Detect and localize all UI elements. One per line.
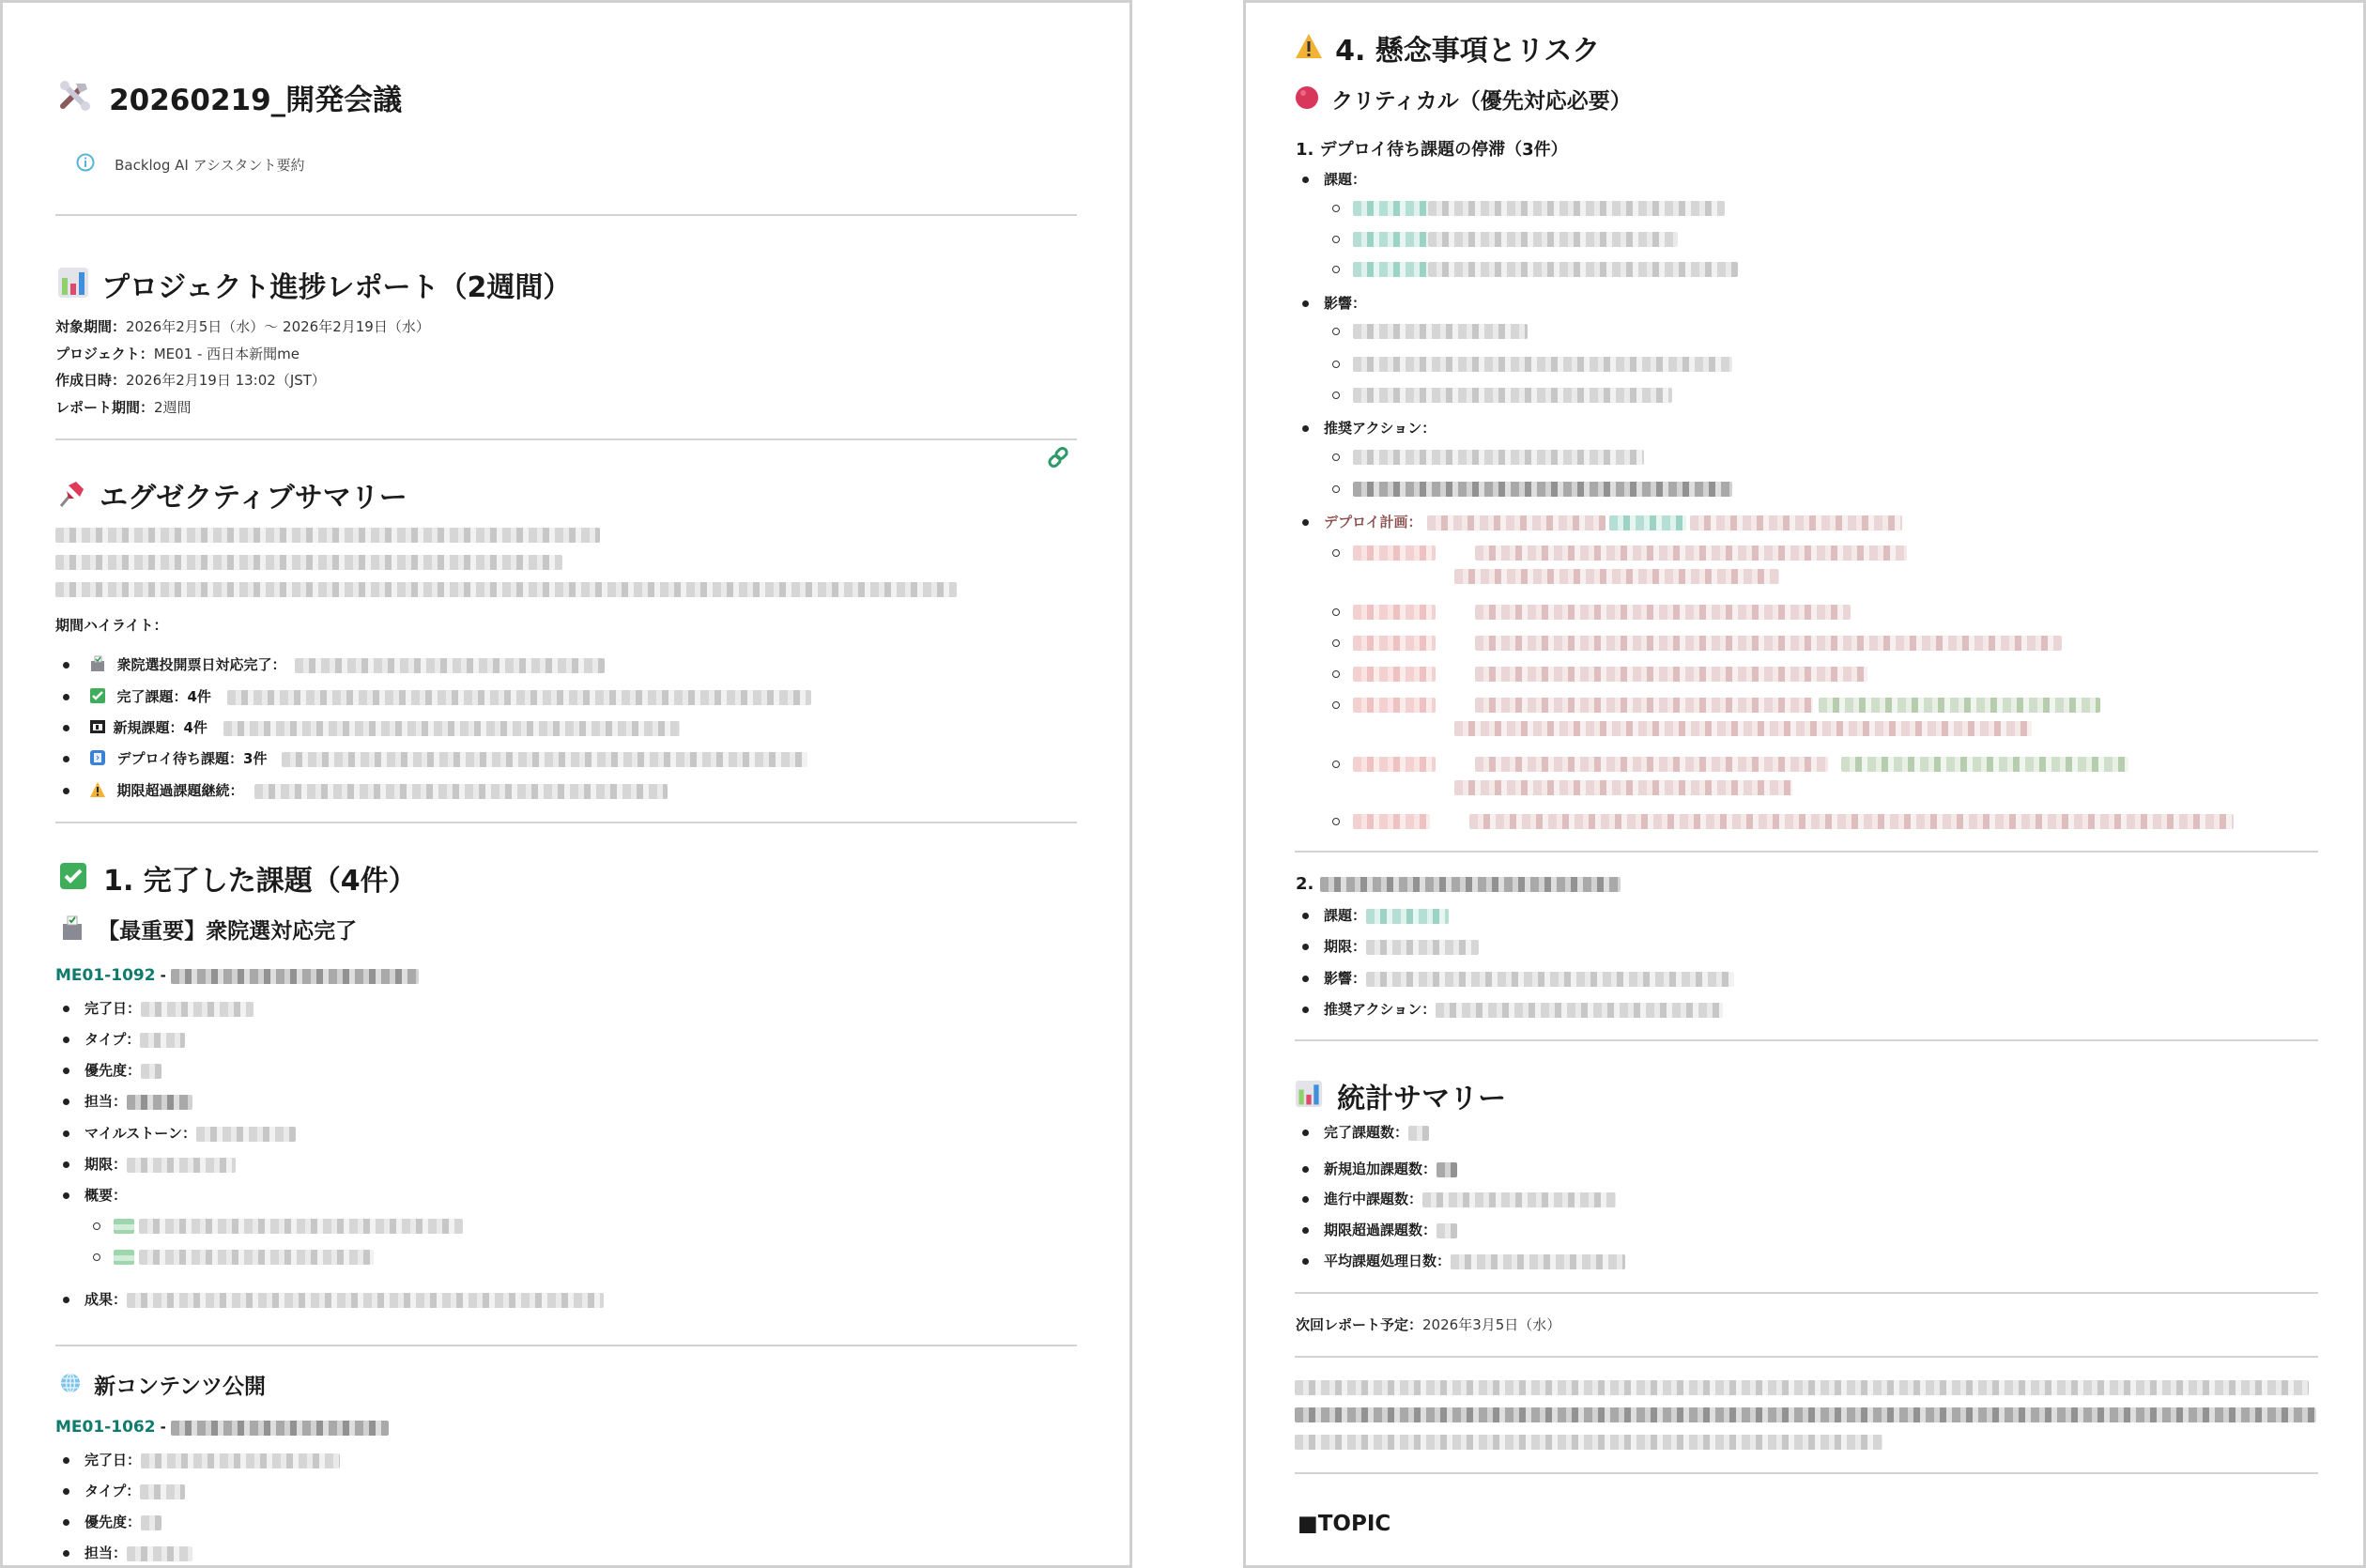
info-icon: [76, 153, 95, 176]
stat-item: 平均課題処理日数：: [1302, 1251, 1625, 1270]
executive-summary-heading: エグゼクティブサマリー: [57, 474, 407, 515]
field-item: 完了日：: [63, 998, 254, 1018]
sub-item: [1332, 260, 1738, 277]
left-document-panel: [0, 0, 1132, 1568]
field-item: 推奨アクション：: [1302, 418, 1436, 438]
field-item: 期限：: [1302, 936, 1479, 956]
issue-row-ME01-1092: ME01-1092 -: [55, 966, 419, 985]
sub-item: [1332, 322, 1528, 339]
deploy-sub-item-cont: [1454, 777, 1792, 795]
topic-heading: ■TOPIC: [1298, 1512, 1391, 1536]
field-item: 課題：: [1302, 905, 1449, 925]
stat-item: 進行中課題数：: [1302, 1189, 1616, 1208]
divider: [1295, 1292, 2318, 1294]
deploy-icon: [89, 749, 106, 770]
highlight-item: 衆院選投開票日対応完了：: [63, 654, 605, 676]
globe-icon: [59, 1372, 82, 1398]
deploy-sub-item: [1332, 633, 2062, 651]
field-item: 概要：: [63, 1185, 127, 1205]
field-item: 課題：: [1302, 169, 1366, 189]
pushpin-icon: [57, 478, 87, 512]
field-item: 完了日：: [63, 1450, 340, 1469]
deploy-sub-item-cont: [1454, 566, 1779, 584]
completed-heading: 1. 完了した課題（4件）: [59, 857, 417, 899]
report-heading: プロジェクト進捗レポート（2週間）: [57, 264, 571, 305]
sub-item: [1332, 480, 1732, 497]
deploy-sub-item: [1332, 811, 2234, 829]
meta-created: 作成日時：2026年2月19日 13:02（JST）: [55, 372, 326, 389]
sub-item: [93, 1248, 374, 1265]
sub-item: [93, 1217, 463, 1234]
closing-paragraph: [1295, 1377, 2316, 1450]
group-heading-new-content: 新コンテンツ公開: [59, 1369, 266, 1400]
deploy-sub-item: [1332, 754, 2128, 772]
divider: [55, 214, 1077, 216]
field-item: 担当：: [63, 1543, 192, 1562]
critical-heading: クリティカル（優先対応必要）: [1295, 84, 1632, 115]
field-item: タイプ：: [63, 1481, 185, 1500]
field-item-result: 成果：: [63, 1289, 604, 1309]
highlight-item: 新規課題：4件: [63, 717, 680, 739]
deploy-sub-item-cont: [1454, 718, 2032, 736]
field-item: 影響：: [1302, 293, 1366, 313]
stat-item: 期限超過課題数：: [1302, 1220, 1457, 1239]
link-icon[interactable]: [1047, 446, 1069, 472]
sub-item: [1332, 386, 1672, 403]
ballot-box-icon: [61, 915, 84, 945]
stat-item: 完了課題数：: [1302, 1122, 1429, 1142]
deploy-sub-item: [1332, 602, 1851, 620]
meta-report-period: レポート期間：2週間: [55, 399, 192, 416]
warning-icon: [1295, 32, 1323, 64]
deploy-sub-item: [1332, 664, 1867, 682]
highlight-item: 期限超過課題継続：: [63, 780, 668, 802]
stats-heading: 統計サマリー: [1295, 1075, 1506, 1116]
issue-link[interactable]: ME01-1062: [55, 1418, 156, 1437]
ballot-box-icon: [89, 655, 106, 676]
issue-row-ME01-1062: ME01-1062 -: [55, 1418, 389, 1437]
check-box-icon: [89, 687, 106, 708]
field-item: 優先度：: [63, 1060, 161, 1080]
divider: [1295, 1039, 2318, 1041]
field-item: 優先度：: [63, 1512, 161, 1531]
divider: [55, 1345, 1077, 1346]
deploy-plan-item: デプロイ計画：: [1302, 512, 1902, 531]
highlight-item: デプロイ待ち課題：3件: [63, 748, 807, 770]
bar-chart-icon: [57, 267, 89, 302]
highlight-item: 完了課題：4件: [63, 686, 811, 708]
sub-item: [1332, 448, 1644, 465]
deploy-sub-item: [1332, 543, 1907, 561]
risk-item-1-title: 1. デプロイ待ち課題の停滞（3件）: [1296, 140, 1568, 160]
check-box-icon: [59, 862, 87, 894]
field-item: マイルストーン：: [63, 1123, 296, 1143]
meta-period: 対象期間：2026年2月5日（水）～ 2026年2月19日（水）: [55, 318, 430, 335]
issue-link[interactable]: ME01-1092: [55, 966, 156, 985]
sub-item: [1332, 199, 1725, 216]
right-document-panel: [1243, 0, 2366, 1568]
page-title: 20260219_開発会議: [109, 84, 403, 117]
field-item: 影響：: [1302, 968, 1734, 988]
new-icon: [89, 718, 106, 739]
field-item: 期限：: [63, 1154, 236, 1174]
ai-summary-note: Backlog AI アシスタント要約: [76, 153, 305, 176]
deploy-sub-item: [1332, 695, 2100, 713]
sub-item: [1332, 355, 1732, 372]
divider: [55, 822, 1077, 823]
executive-summary-text: [55, 525, 957, 597]
divider: [1295, 1472, 2318, 1474]
risks-heading: 4. 懸念事項とリスク: [1295, 27, 1600, 69]
red-circle-icon: [1295, 85, 1319, 114]
field-item: 推奨アクション：: [1302, 999, 1723, 1019]
warning-icon: [89, 781, 106, 802]
risk-item-2-title: 2.: [1296, 874, 1621, 894]
next-report: 次回レポート予定：2026年3月5日（水）: [1296, 1316, 1561, 1333]
hammer-and-wrench-icon: [57, 78, 93, 117]
sub-item: [1332, 230, 1678, 247]
page-title-row: [57, 76, 402, 118]
field-item: 担当：: [63, 1091, 192, 1111]
divider: [1295, 851, 2318, 853]
stat-item: 新規追加課題数：: [1302, 1159, 1457, 1178]
divider: [1295, 1356, 2318, 1358]
divider: [55, 438, 1077, 440]
field-item: タイプ：: [63, 1029, 185, 1049]
meta-project: プロジェクト：ME01 - 西日本新聞me: [55, 346, 300, 362]
bar-chart-icon: [1295, 1080, 1323, 1112]
highlights-label: 期間ハイライト：: [55, 617, 168, 634]
group-heading-election: 【最重要】衆院選対応完了: [61, 914, 357, 945]
